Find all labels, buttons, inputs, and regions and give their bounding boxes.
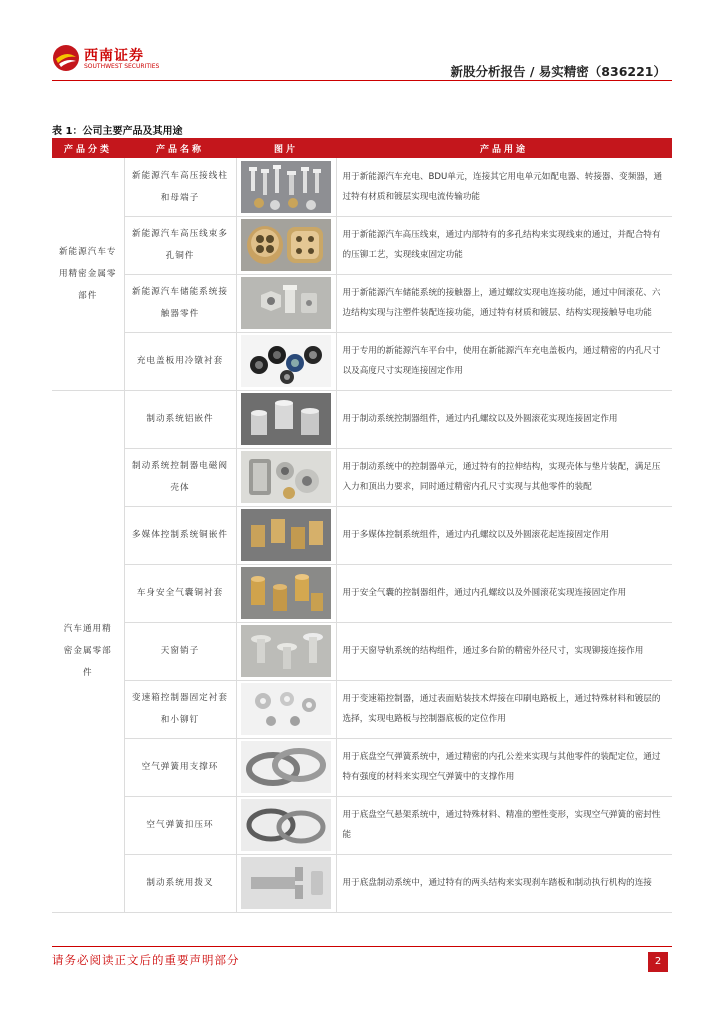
product-use: 用于制动系统中的控制器单元，通过特有的拉伸结构，实现壳体与垫片装配，满足压入力和顶出力要求，同时通过精密内孔尺寸实现与其他零件的装配 [336, 448, 672, 506]
table-row [52, 158, 672, 216]
product-use: 用于安全气囊的控制器组件，通过内孔螺纹以及外圆滚花实现连接固定作用 [336, 564, 672, 622]
company-logo [52, 42, 162, 76]
header-divider [52, 80, 672, 81]
product-use: 用于变速箱控制器，通过表面贴装技术焊接在印刷电路板上，通过特殊材料和镀层的选择，实现电路板与控制器底板的定位作用 [336, 680, 672, 738]
solenoid-housings-image [241, 451, 331, 503]
product-use: 用于新能源汽车充电、BDU单元，连接其它用电单元如配电器、转接器、变频器，通过特有材质和镀层实现电流传输功能 [336, 158, 672, 216]
product-use: 用于天窗导轨系统的结构组件，通过多台阶的精密外径尺寸，实现铆接连接作用 [336, 622, 672, 680]
product-name: 空气弹簧用支撑环 [124, 738, 236, 796]
product-name: 车身安全气囊铜衬套 [124, 564, 236, 622]
cold-heading-bushings-image [241, 335, 331, 387]
crimp-rings-image [241, 799, 331, 851]
product-name: 变速箱控制器固定衬套和小铆钉 [124, 680, 236, 738]
footer-divider [52, 946, 672, 947]
product-name: 天窗销子 [124, 622, 236, 680]
product-picture [236, 738, 336, 796]
aluminum-inserts-image [241, 393, 331, 445]
table-row [52, 854, 672, 912]
table-row [52, 390, 672, 448]
terminal-pins-image [241, 161, 331, 213]
category-cell [52, 158, 124, 390]
category-label: 新能源汽车专用精密金属零部件 [58, 246, 117, 301]
footer-disclaimer: 请务必阅读正文后的重要声明部分 [52, 953, 240, 967]
product-use: 用于制动系统控制器组件，通过内孔螺纹以及外圆滚花实现连接固定作用 [336, 390, 672, 448]
logo-subtitle: SOUTHWEST SECURITIES [84, 63, 160, 70]
product-use: 用于新能源汽车储能系统的接触器上，通过螺纹实现电连接功能，通过中间滚花、六边结构实现与注塑件装配连接功能，通过特有材质和镀层、结构实现接触导电功能 [336, 274, 672, 332]
column-header: 产品名称 [124, 138, 236, 158]
logo-mark-icon [52, 44, 80, 72]
product-picture [236, 564, 336, 622]
product-name: 充电盖板用冷镦衬套 [124, 332, 236, 390]
product-picture [236, 390, 336, 448]
logo-name: 西南证券 [84, 48, 144, 64]
product-picture [236, 448, 336, 506]
product-name: 制动系统控制器电磁阀壳体 [124, 448, 236, 506]
product-picture [236, 158, 336, 216]
product-picture [236, 506, 336, 564]
product-name: 新能源汽车高压线束多孔铜件 [124, 216, 236, 274]
copper-inserts-image [241, 509, 331, 561]
product-use: 用于新能源汽车高压线束，通过内部特有的多孔结构来实现线束的通过，并配合特有的压铆工艺，实现线束固定功能 [336, 216, 672, 274]
table-header-row [52, 138, 672, 158]
column-header: 图片 [236, 138, 336, 158]
product-picture [236, 274, 336, 332]
contactor-parts-image [241, 277, 331, 329]
category-label: 汽车通用精密金属零部件 [63, 624, 112, 678]
table-title: 表 1：公司主要产品及其用途 [52, 126, 183, 137]
product-table [52, 138, 672, 913]
product-name: 制动系统铝嵌件 [124, 390, 236, 448]
multi-hole-copper-image [241, 219, 331, 271]
page-number: 2 [648, 952, 668, 972]
shift-fork-image [241, 857, 331, 909]
table-row [52, 564, 672, 622]
product-picture [236, 854, 336, 912]
bushings-rivets-image [241, 683, 331, 735]
airbag-bushings-image [241, 567, 331, 619]
table-row [52, 506, 672, 564]
product-name: 制动系统用拨叉 [124, 854, 236, 912]
column-header: 产品用途 [336, 138, 672, 158]
support-rings-image [241, 741, 331, 793]
product-name: 多媒体控制系统铜嵌件 [124, 506, 236, 564]
report-title: 新股分析报告 / 易实精密（836221） [450, 64, 666, 79]
product-name: 新能源汽车高压接线柱和母端子 [124, 158, 236, 216]
table-row [52, 216, 672, 274]
table-row [52, 332, 672, 390]
category-cell [52, 390, 124, 912]
product-picture [236, 796, 336, 854]
product-use: 用于底盘空气悬架系统中，通过特殊材料、精准的塑性变形，实现空气弹簧的密封性能 [336, 796, 672, 854]
product-picture [236, 332, 336, 390]
product-picture [236, 680, 336, 738]
table-row [52, 448, 672, 506]
table-row [52, 274, 672, 332]
product-use: 用于底盘空气弹簧系统中，通过精密的内孔公差来实现与其他零件的装配定位，通过特有强度的材料来实现空气弹簧中的支撑作用 [336, 738, 672, 796]
product-use: 用于底盘制动系统中，通过特有的两头结构来实现刹车踏板和制动执行机构的连接 [336, 854, 672, 912]
product-picture [236, 216, 336, 274]
sunroof-pins-image [241, 625, 331, 677]
table-row [52, 622, 672, 680]
column-header: 产品分类 [52, 138, 124, 158]
table-row [52, 738, 672, 796]
product-picture [236, 622, 336, 680]
product-name: 新能源汽车储能系统接触器零件 [124, 274, 236, 332]
product-use: 用于专用的新能源汽车平台中，使用在新能源汽车充电盖板内，通过精密的内孔尺寸以及高度尺寸实现连接固定作用 [336, 332, 672, 390]
product-use: 用于多媒体控制系统组件，通过内孔螺纹以及外圆滚花起连接固定作用 [336, 506, 672, 564]
table-row [52, 796, 672, 854]
product-name: 空气弹簧扣压环 [124, 796, 236, 854]
table-row [52, 680, 672, 738]
